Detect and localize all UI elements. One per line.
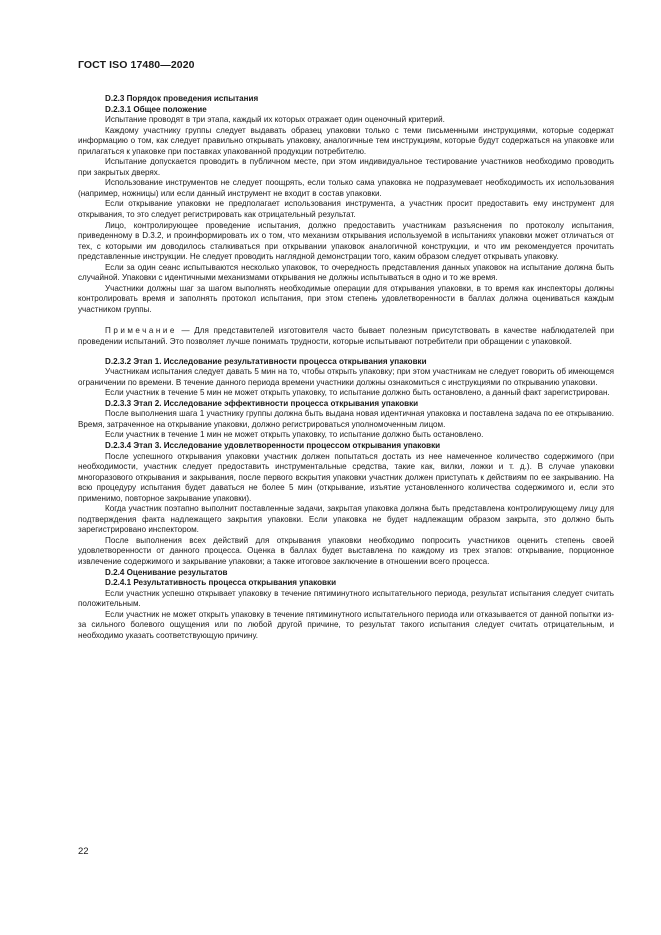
body-paragraph: Испытание проводят в три этапа, каждый их которых отражает один оценочный критерий. [105, 115, 445, 125]
section-heading: D.2.3.2 Этап 1. Исследование результативности процесса открывания упаковки [105, 356, 427, 366]
body-paragraph: Если участник в течение 5 мин не может открыть упаковку, то испытание должно быть остановлено, а данный факт зарегистрирован. [105, 388, 610, 398]
body-paragraph: После выполнения шага 1 участнику группы должна быть выдана новая идентичная упаковка и поставлена задача по ее открыванию. Время, затраченное на открывание упаковки, должно регистрироваться уполномоченным лицом. [78, 409, 614, 429]
body-paragraph: Участники должны шаг за шагом выполнять необходимые операции для открывания упаковки, в то время как инспекторы должны контролировать время и заполнять протокол испытания, при этом степень удовлетворенности в баллах должна оцениваться каждым участником группы. [78, 283, 614, 314]
note-text: — Для представителей изготовителя часто бывает полезным присутствовать в качестве наблюдателей при проведении испытаний. Это позволяет лучше понимать трудности, которые испытывают потребители при обращении с упаковкой. [78, 326, 614, 347]
body-paragraph: Участникам испытания следует давать 5 мин на то, чтобы открыть упаковку; при этом участникам не следует говорить об имеющемся ограничении по времени. В течение данного периода времени участники должны ознакомиться с инструкциями по открыванию упаковки. [78, 367, 614, 387]
body-paragraph: Если участник в течение 1 мин не может открыть упаковку, то испытание должно быть остановлено. [105, 430, 484, 440]
section-heading: D.2.3.1 Общее положение [105, 104, 207, 114]
body-paragraph: После успешного открывания упаковки участник должен попытаться достать из нее намеченное количество содержимого (при необходимости, участник следует предоставить инструментальные средства, такие как, вилки, ложки и т. д.). В случае упаковки многоразового открывания и закрывания, после первого вскрытия упаковки участник должен приступать к действиям по ее закрыванию. На всю процедуру испытания будет даваться не более 5 мин (открывание, изъятие установленного количества содержимого и, если это применимо, повторное закрывание упаковки). [78, 451, 614, 503]
document-header: ГОСТ ISO 17480—2020 [78, 59, 195, 71]
section-heading: D.2.3 Порядок проведения испытания [105, 94, 259, 103]
body-paragraph: Если участник не может открыть упаковку в течение пятиминутного испытательного периода или отказывается от данной попытки из-за сильного болевого ощущения или по любой другой причине, то результат такого испытания следует считать отрицательным, и необходимо указать соответствующую причину. [78, 609, 614, 640]
section-heading: D.2.3.3 Этап 2. Исследование эффективности процесса открывания упаковки [105, 398, 419, 408]
body-paragraph: Использование инструментов не следует поощрять, если только сама упаковка не подразумевает необходимость их использования (например, ножницы) или если данный инструмент не входит в состав упаковки. [78, 178, 614, 198]
section-heading: D.2.4 Оценивание результатов [105, 567, 228, 577]
note-label: Примечание [105, 326, 177, 336]
body-paragraph: Испытание допускается проводить в публичном месте, при этом индивидуальное тестирование участников необходимо проводить при закрытых дверях. [78, 157, 614, 177]
body-paragraph: Если за один сеанс испытываются несколько упаковок, то очередность представления данных упаковок на испытание должна быть случайной. Упаковки с идентичными механизмами открывания не должны испытываться в одно и то же время. [78, 262, 614, 283]
page-number: 22 [78, 846, 89, 857]
section-heading: D.2.3.4 Этап 3. Исследование удовлетворенности процессом открывания упаковки [105, 440, 441, 450]
body-paragraph: Каждому участнику группы следует выдавать образец упаковки только с теми письменными инструкциями, которые содержат информацию о том, как следует правильно открывать упаковку, аналогичные тем инструкциям, которые будут содержаться на упаковке или прилагаться к упаковке при поставках упакованной продукции потребителю. [78, 125, 614, 156]
body-paragraph: Лицо, контролирующее проведение испытания, должно предоставить участникам разъяснения по протоколу испытания, приведенному в D.3.2, и проинформировать их о том, что механизм открывания используемой в испытаниях упаковки может отличаться от тех, с которыми им доводилось сталкиваться при открывании упаковок аналогичной конструкции, и что им рекомендуется прочитать представленные инструкции. Не следует проводить наглядной демонстрации того, каким образом следует открывать упаковку. [78, 220, 614, 262]
document-body [78, 94, 614, 641]
section-heading: D.2.4.1 Результативность процесса открывания упаковки [105, 578, 337, 588]
body-paragraph: Если участник успешно открывает упаковку в течение пятиминутного испытательного периода, результат испытания следует считать положительным. [78, 588, 614, 609]
note-paragraph [78, 326, 614, 347]
body-paragraph: После выполнения всех действий для открывания упаковки необходимо попросить участников оценить степень своей удовлетворенности от данного процесса. Оценка в баллах будет выставлена по каждому из трех этапов: открывание, порционное извлечение содержимого и закрывание упаковки; а также итоговое заключение в отношении всего процесса. [78, 535, 614, 566]
body-paragraph: Когда участник поэтапно выполнит поставленные задачи, закрытая упаковка должна быть представлена контролирующему лицу для подтверждения факта надлежащего закрытия упаковки. Если упаковка не будет надлежащим образом закрыта, это должно быть зарегистрировано инспектором. [78, 504, 614, 535]
body-paragraph: Если открывание упаковки не предполагает использования инструмента, а участник просит предоставить ему инструмент для открывания, то это следует регистрировать как отрицательный результат. [78, 199, 614, 220]
